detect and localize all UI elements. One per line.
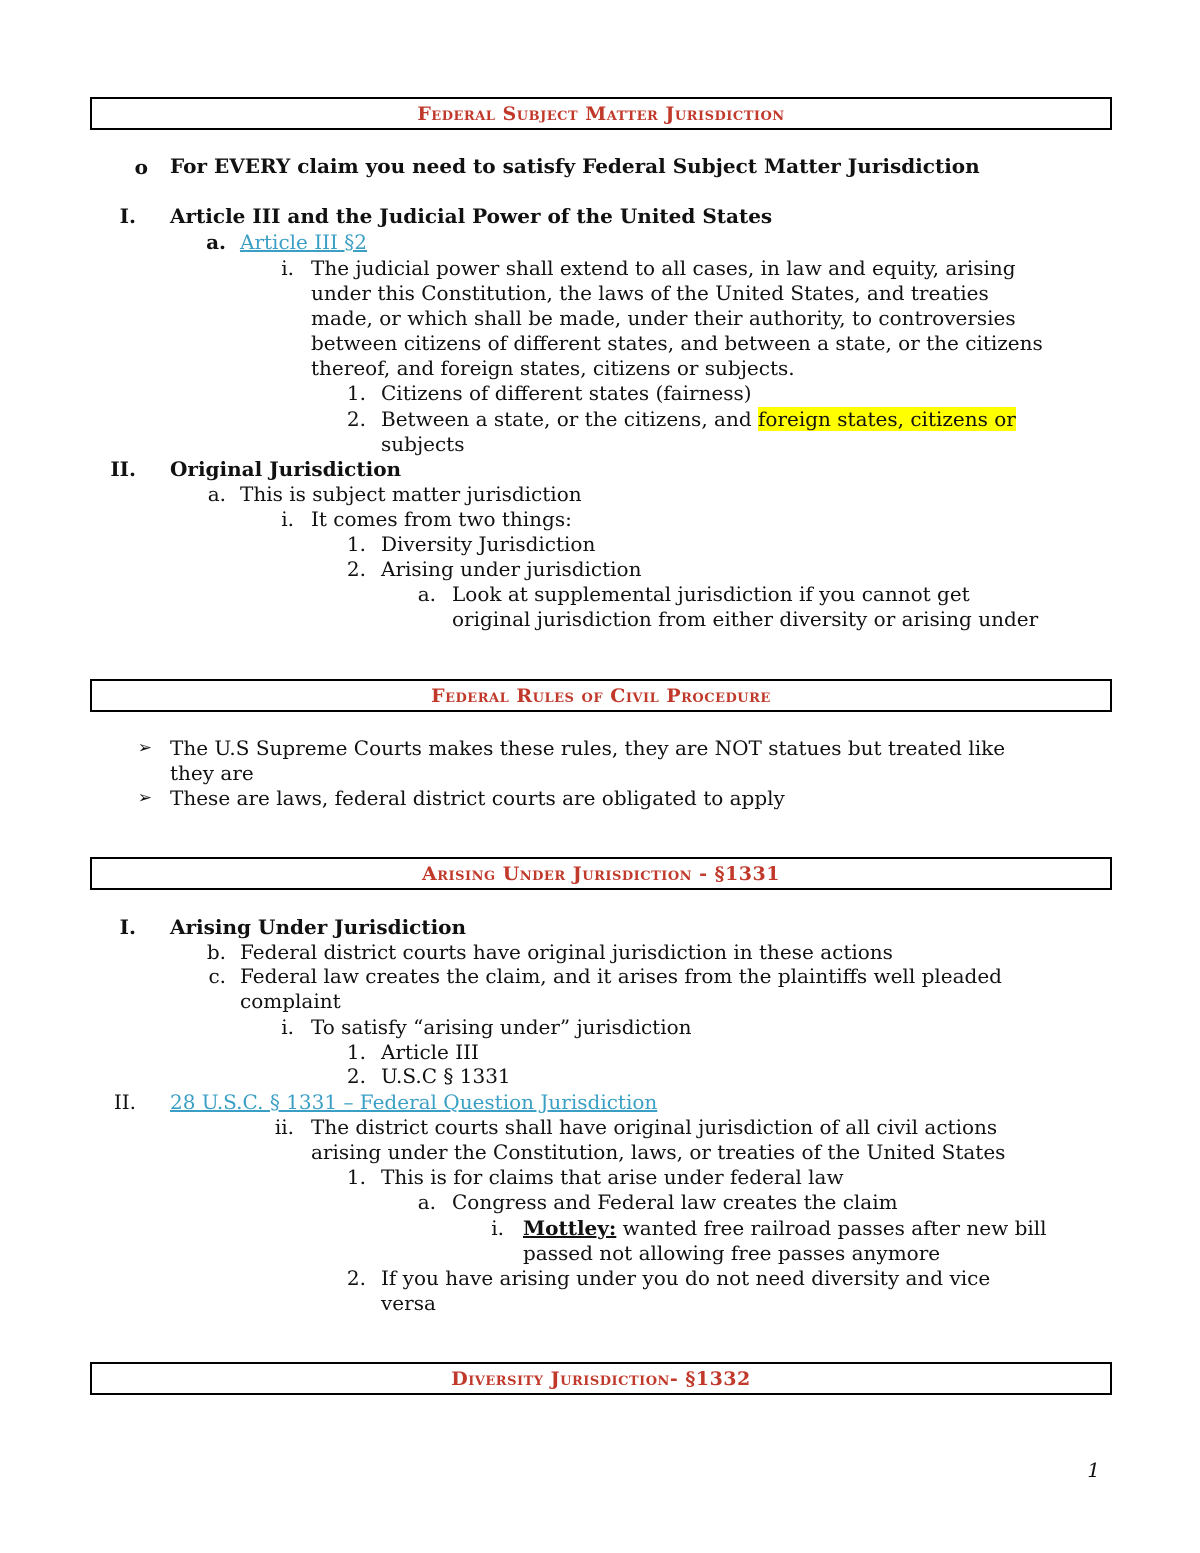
art3-quote-line-3: made, or which shall be made, under their authority, to controversies bbox=[311, 306, 1016, 330]
roman-marker: II. bbox=[113, 1090, 136, 1114]
frcp-bullet-2: These are laws, federal district courts are obligated to apply bbox=[170, 786, 785, 810]
frcp-bullet-1: The U.S Supreme Courts makes these rules, they are NOT statues but treated like bbox=[170, 736, 1006, 760]
frcp-bullet-1-cont: they are bbox=[170, 761, 254, 785]
art3-quote-line-5: thereof, and foreign states, citizens or subjects. bbox=[311, 356, 795, 380]
num-marker: 1. bbox=[346, 1040, 366, 1064]
art3-quote-line-1: The judicial power shall extend to all cases, in law and equity, arising bbox=[311, 256, 1016, 280]
num-marker: 1. bbox=[346, 1165, 366, 1189]
au-item-b: Federal district courts have original jurisdiction in these actions bbox=[240, 940, 893, 964]
alpha-marker: c. bbox=[208, 964, 226, 988]
case-name-mottley: Mottley: bbox=[523, 1216, 617, 1240]
au-q-item-2: If you have arising under you do not need diversity and vice bbox=[381, 1266, 991, 1290]
arrow-bullet-icon: ➢ bbox=[137, 788, 152, 808]
highlighted-text: foreign states, citizens or bbox=[758, 407, 1016, 431]
roman-marker: I. bbox=[119, 204, 136, 228]
intro-text: For EVERY claim you need to satisfy Federal Subject Matter Jurisdiction bbox=[170, 154, 980, 178]
usc-1331-link[interactable]: 28 U.S.C. § 1331 – Federal Question Jurisdiction bbox=[170, 1090, 658, 1114]
roman-small-marker: i. bbox=[281, 1015, 294, 1039]
au-item-1: Article III bbox=[381, 1040, 479, 1064]
section-header-federal-smj: Federal Subject Matter Jurisdiction bbox=[90, 97, 1112, 130]
orig-item-1: Diversity Jurisdiction bbox=[381, 532, 596, 556]
au-q-item-2-cont: versa bbox=[381, 1291, 436, 1315]
orig-item-2: Arising under jurisdiction bbox=[381, 557, 642, 581]
au-item-c: Federal law creates the claim, and it arises from the plaintiffs well pleaded bbox=[240, 964, 1002, 988]
au-q-item-a: Congress and Federal law creates the claim bbox=[452, 1190, 898, 1214]
au-q-item-i-cont: passed not allowing free passes anymore bbox=[523, 1241, 941, 1265]
orig-item-a: This is subject matter jurisdiction bbox=[240, 482, 582, 506]
roman-small-marker: ii. bbox=[274, 1115, 294, 1139]
original-jurisdiction-heading: Original Jurisdiction bbox=[170, 457, 402, 481]
au-item-2: U.S.C § 1331 bbox=[381, 1064, 511, 1088]
art3-quote-line-2: under this Constitution, the laws of the United States, and treaties bbox=[311, 281, 989, 305]
art3-item-2-cont: subjects bbox=[381, 432, 465, 456]
orig-item-i: It comes from two things: bbox=[311, 507, 572, 531]
num-marker: 2. bbox=[346, 557, 366, 581]
article3-s2-link[interactable]: Article III §2 bbox=[240, 230, 368, 254]
roman-small-marker: i. bbox=[491, 1216, 504, 1240]
au-item-c-cont: complaint bbox=[240, 989, 341, 1013]
alpha-marker: a. bbox=[207, 482, 226, 506]
roman-small-marker: i. bbox=[281, 256, 294, 280]
section-header-frcp: Federal Rules of Civil Procedure bbox=[90, 679, 1112, 712]
num-marker: 1. bbox=[346, 532, 366, 556]
num-marker: 1. bbox=[346, 381, 366, 405]
alpha-marker: a. bbox=[417, 582, 436, 606]
num-marker: 2. bbox=[346, 1266, 366, 1290]
au-item-i: To satisfy “arising under” jurisdiction bbox=[311, 1015, 692, 1039]
section-header-diversity: Diversity Jurisdiction- §1332 bbox=[90, 1362, 1112, 1395]
orig-sub-a-2: original jurisdiction from either diversity or arising under bbox=[452, 607, 1039, 631]
num-marker: 2. bbox=[346, 1064, 366, 1088]
au-q-item-i: Mottley: wanted free railroad passes after new bill bbox=[523, 1216, 1047, 1240]
section-header-arising-under: Arising Under Jurisdiction - §1331 bbox=[90, 857, 1112, 890]
art3-item-2: Between a state, or the citizens, and foreign states, citizens or bbox=[381, 407, 1016, 431]
alpha-marker: b. bbox=[206, 940, 226, 964]
au-item-ii: The district courts shall have original jurisdiction of all civil actions bbox=[311, 1115, 998, 1139]
roman-small-marker: i. bbox=[281, 507, 294, 531]
page-number: 1 bbox=[1087, 1458, 1100, 1482]
alpha-marker: a. bbox=[206, 230, 226, 254]
bullet-o-icon: o bbox=[134, 155, 148, 179]
roman-marker: I. bbox=[119, 915, 136, 939]
orig-sub-a-1: Look at supplemental jurisdiction if you cannot get bbox=[452, 582, 970, 606]
arrow-bullet-icon: ➢ bbox=[137, 738, 152, 758]
au-item-ii-cont: arising under the Constitution, laws, or treaties of the United States bbox=[311, 1140, 1006, 1164]
num-marker: 2. bbox=[346, 407, 366, 431]
arising-under-heading: Arising Under Jurisdiction bbox=[170, 915, 467, 939]
roman-marker: II. bbox=[110, 457, 136, 481]
au-q-item-1: This is for claims that arise under federal law bbox=[381, 1165, 844, 1189]
alpha-marker: a. bbox=[417, 1190, 436, 1214]
art3-quote-line-4: between citizens of different states, and between a state, or the citizens bbox=[311, 331, 1043, 355]
art3-item-1: Citizens of different states (fairness) bbox=[381, 381, 752, 405]
article3-heading: Article III and the Judicial Power of the United States bbox=[170, 204, 773, 228]
